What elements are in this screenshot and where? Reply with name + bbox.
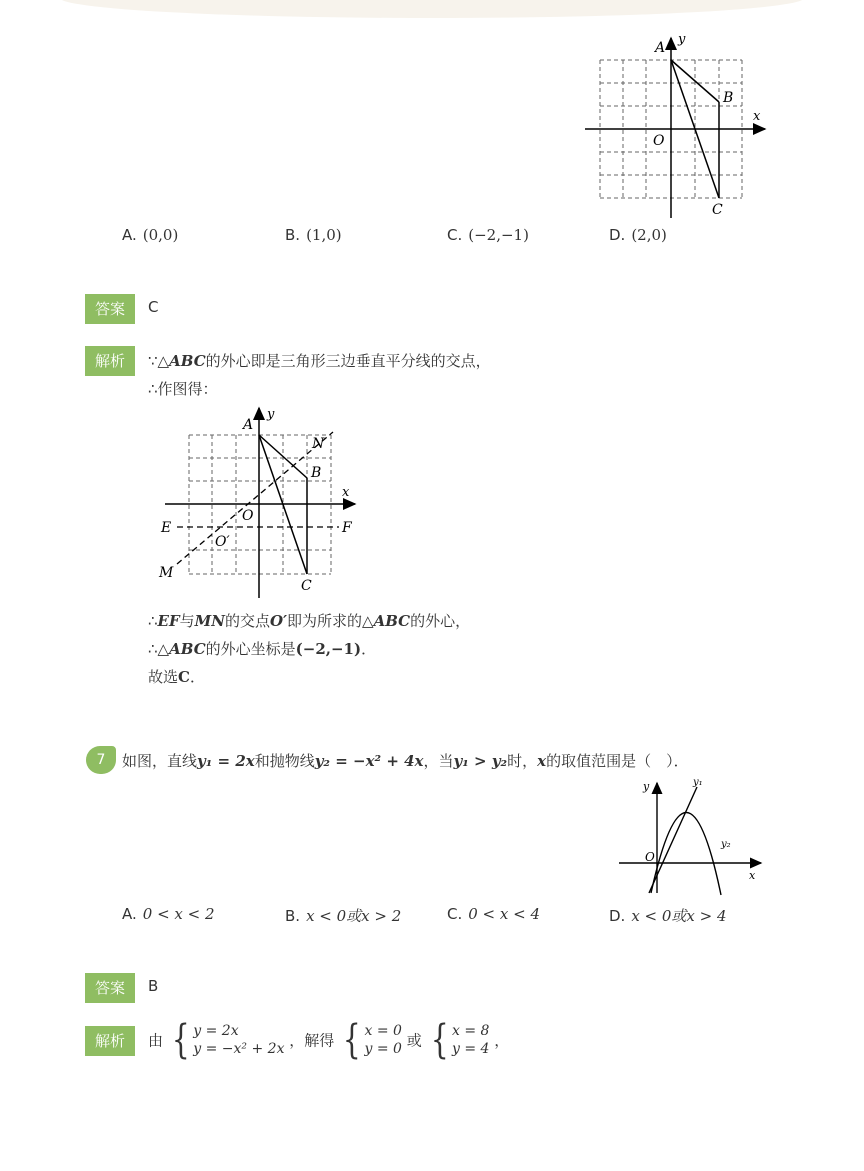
q6-analysis-line4: ∴△ABC的外心坐标是(−2,−1)． xyxy=(148,640,377,658)
fig2-label-F: F xyxy=(342,520,352,536)
q7-system-2: { x = 0 y = 0 xyxy=(342,1017,402,1063)
fig2-label-A: A xyxy=(243,417,254,433)
q6-analysis-line3: ∴EF与MN的交点O′即为所求的△ABC的外心， xyxy=(148,612,471,630)
q7-system-3: { x = 8 y = 4 xyxy=(430,1017,490,1063)
q7-answer: B xyxy=(148,977,159,995)
q6-analysis-figure xyxy=(155,402,365,602)
q7-option-d[interactable]: D. x < 0或x > 4 xyxy=(609,907,727,925)
q7-label-y: y xyxy=(643,780,650,793)
fig2-label-C: C xyxy=(301,578,312,594)
fig2-label-B: B xyxy=(311,465,322,481)
fig2-label-y: y xyxy=(267,407,275,422)
q7-analysis-tag: 解析 xyxy=(85,1026,135,1056)
q6-grid-figure xyxy=(580,28,780,228)
q6-analysis-line1: ∵△ABC的外心即是三角形三边垂直平分线的交点， xyxy=(148,352,491,370)
q7-label-y2: y₂ xyxy=(721,839,731,850)
fig2-label-x: x xyxy=(342,485,350,500)
q7-number-badge: 7 xyxy=(86,746,116,774)
q6-label-y: y xyxy=(678,32,686,47)
page-header-band xyxy=(60,0,804,18)
q7-option-b[interactable]: B. x < 0或x > 2 xyxy=(285,907,402,925)
q6-option-a[interactable]: A. (0,0) xyxy=(122,226,179,244)
q6-option-c[interactable]: C. (−2,−1) xyxy=(447,226,529,244)
q7-label-y1: y₁ xyxy=(693,777,703,788)
q7-analysis-line1: 由 { y = 2x y = −x² + 2x ，解得 { x = 0 y = 0 或 { x = 8 y = 4 ， xyxy=(148,1017,510,1063)
fig2-label-M: M xyxy=(159,565,174,581)
q7-system-1: { y = 2x y = −x² + 2x xyxy=(171,1017,285,1063)
q7-option-a[interactable]: A. 0 < x < 2 xyxy=(122,905,215,923)
q6-label-C: C xyxy=(712,202,723,218)
q6-analysis-tag: 解析 xyxy=(85,346,135,376)
q6-label-A: A xyxy=(655,40,666,56)
fig2-label-E: E xyxy=(161,520,172,536)
q6-label-x: x xyxy=(753,109,761,124)
fig2-label-O: O xyxy=(242,508,254,524)
q7-option-c[interactable]: C. 0 < x < 4 xyxy=(447,905,541,923)
q7-answer-tag: 答案 xyxy=(85,973,135,1003)
q6-label-B: B xyxy=(723,90,734,106)
q6-analysis-line5: 故选C． xyxy=(148,668,205,686)
q6-analysis-line2: ∴作图得： xyxy=(148,380,218,398)
q6-answer: C xyxy=(148,298,159,316)
q7-question-text: 如图，直线y₁ = 2x和抛物线y₂ = −x² + 4x，当y₁ > y₂时，x的取值范围是（ ）． xyxy=(122,752,689,770)
q7-parabola-figure xyxy=(615,775,775,900)
fig2-label-N: N xyxy=(312,436,325,452)
q6-option-b[interactable]: B. (1,0) xyxy=(285,226,342,244)
q6-answer-tag: 答案 xyxy=(85,294,135,324)
q6-option-d[interactable]: D. (2,0) xyxy=(609,226,667,244)
q7-label-O: O xyxy=(645,850,655,864)
q7-label-x: x xyxy=(749,869,756,882)
q6-label-O: O xyxy=(653,133,665,149)
fig2-label-O-prime: O′ xyxy=(215,534,230,550)
